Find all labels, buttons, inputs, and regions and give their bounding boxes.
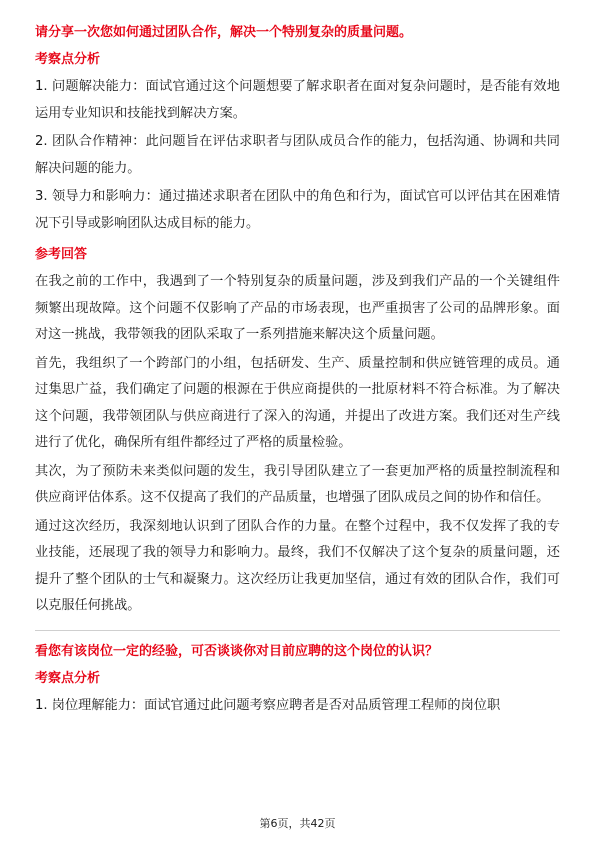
question-divider — [35, 630, 560, 631]
question-2-title: 看您有该岗位一定的经验，可否谈谈你对目前应聘的这个岗位的认识？ — [35, 643, 439, 659]
question-1-title: 请分享一次您如何通过团队合作，解决一个特别复杂的质量问题。 — [35, 25, 413, 40]
question-1-analysis-point-2: 2. 团队合作精神：此问题旨在评估求职者与团队成员合作的能力，包括沟通、协调和共同解决问题的能力。 — [35, 134, 560, 176]
question-1-analysis-point-3: 3. 领导力和影响力：通过描述求职者在团队中的角色和行为，面试官可以评估其在困难情况下引导或影响团队达成目标的能力。 — [35, 189, 560, 231]
question-2-analysis-point-1: 1. 岗位理解能力：面试官通过此问题考察应聘者是否对品质管理工程师的岗位职 — [35, 697, 501, 713]
question-2-analysis-heading: 考察点分析 — [35, 670, 101, 686]
page-number-footer: 第6页，共42页 — [259, 817, 336, 830]
document-page — [35, 22, 560, 721]
question-1-answer-paragraph-1: 在我之前的工作中，我遇到了一个特别复杂的质量问题，涉及到我们产品的一个关键组件频繁出现故障。这个问题不仅影响了产品的市场表现，也严重损害了公司的品牌形象。面对这一挑战，我带领我的团队采取了一系列措施来解决这个质量问题。 — [35, 274, 560, 342]
question-1-answer-paragraph-3: 其次，为了预防未来类似问题的发生，我引导团队建立了一套更加严格的质量控制流程和供应商评估体系。这不仅提高了我们的产品质量，也增强了团队成员之间的协作和信任。 — [35, 463, 560, 505]
question-1-answer-paragraph-2: 首先，我组织了一个跨部门的小组，包括研发、生产、质量控制和供应链管理的成员。通过集思广益，我们确定了问题的根源在于供应商提供的一批原材料不符合标准。为了解决这个问题，我带领团队与供应商进行了深入的沟通，并提出了改进方案。我们还对生产线进行了优化，确保所有组件都经过了严格的质量检验。 — [35, 355, 560, 450]
question-1-analysis-heading: 考察点分析 — [35, 52, 101, 67]
question-1-analysis-point-1: 1. 问题解决能力：面试官通过这个问题想要了解求职者在面对复杂问题时，是否能有效地运用专业知识和技能找到解决方案。 — [35, 79, 560, 121]
question-1-answer-heading: 参考回答 — [35, 247, 88, 262]
question-1-answer-paragraph-4: 通过这次经历，我深刻地认识到了团队合作的力量。在整个过程中，我不仅发挥了我的专业技能，还展现了我的领导力和影响力。最终，我们不仅解决了这个复杂的质量问题，还提升了整个团队的士气和凝聚力。这次经历让我更加坚信，通过有效的团队合作，我们可以克服任何挑战。 — [35, 518, 560, 613]
